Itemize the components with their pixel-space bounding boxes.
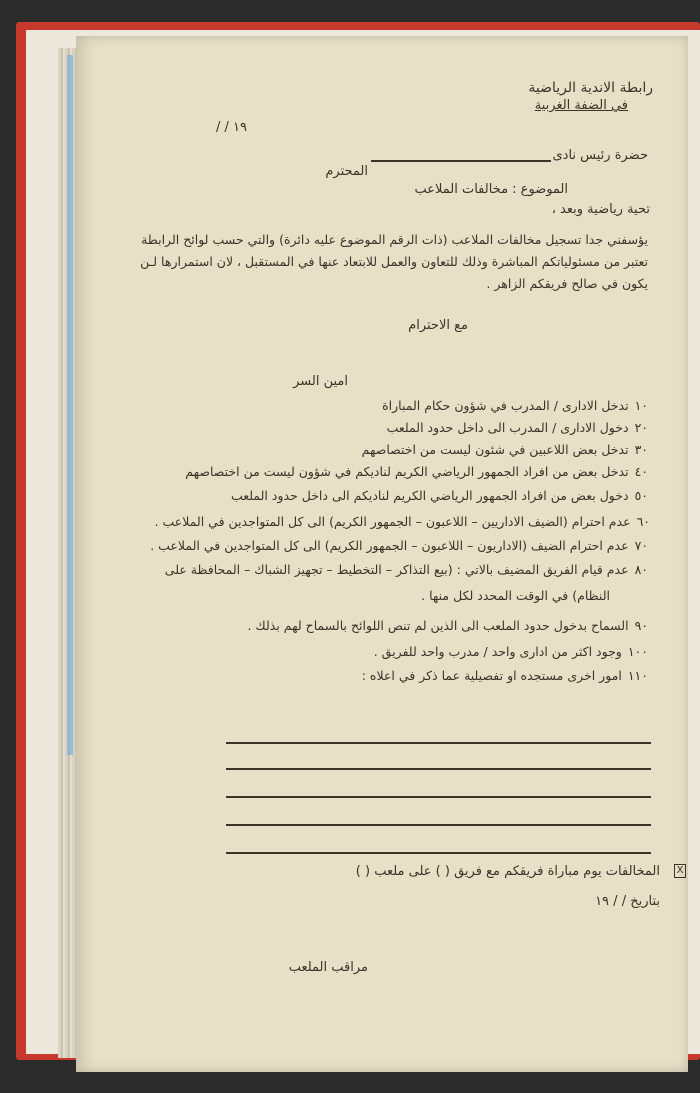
blue-page-marker <box>67 55 73 755</box>
match-details-line: المخالفات يوم مباراة فريقكم مع فريق ( ) على ملعب ( ) <box>355 864 660 879</box>
violation-text: عدم احترام الضيف (الاداريون – اللاعبون – الجمهور الكريم) الى كل المتواجدين في الملاعب . <box>150 538 629 553</box>
field-observer-signature: مراقب الملعب <box>288 960 368 975</box>
secretary-signature: امين السر <box>293 374 348 389</box>
body-paragraph-2: تعتبر من مسئولياتكم المباشرة وذلك للتعاون والعمل للابتعاد عنها في المستقبل ، لان استمرارها لـن <box>140 254 648 269</box>
blank-line <box>226 852 651 854</box>
violation-number: ٦٠ <box>636 514 650 529</box>
body-paragraph-3: يكون في صالح فريقكم الزاهر . <box>486 276 648 291</box>
violation-text: تدخل الادارى / المدرب في شؤون حكام المباراة <box>382 398 629 413</box>
violation-text: عدم قيام الفريق المضيف بالاتي : (بيع التذاكر – التخطيط – تجهيز الشباك – المحافظة على <box>164 562 629 577</box>
violation-text: دخول بعض من افراد الجمهور الرياضي الكريم لناديكم الى داخل حدود الملعب <box>230 488 629 503</box>
violation-number: ٥٠ <box>634 488 648 503</box>
blank-line <box>226 742 651 744</box>
violation-number: ١٠ <box>634 398 648 413</box>
violation-number: ١٠٠ <box>627 644 648 659</box>
violation-item <box>247 618 648 633</box>
violation-item <box>421 588 616 603</box>
violation-item <box>231 488 648 503</box>
club-name-line <box>371 160 551 162</box>
violation-number: ٩٠ <box>634 618 648 633</box>
match-date-line: بتاريخ / / ١٩ <box>595 894 660 909</box>
violation-number: ٣٠ <box>634 442 648 457</box>
blank-line <box>226 768 651 770</box>
violation-text: دخول الادارى / المدرب الى داخل حدود الملعب <box>386 420 629 435</box>
violation-text: عدم احترام (الضيف الاداريين – اللاعبون – الجمهور الكريم) الى كل المتواجدين في الملاعب . <box>154 514 631 529</box>
violation-item <box>185 464 648 479</box>
violation-number: ٧٠ <box>634 538 648 553</box>
document-page <box>76 36 688 1072</box>
violation-item <box>374 644 648 659</box>
organization-name: رابطة الاندية الرياضية <box>528 80 653 96</box>
header-date: ١٩ / / <box>216 120 247 135</box>
violation-item <box>155 514 650 529</box>
violation-item <box>362 442 648 457</box>
organization-region: في الضفة الغربية <box>534 98 628 113</box>
violation-number: ٢٠ <box>634 420 648 435</box>
violation-text: السماح بدخول حدود الملعب الى الذين لم تنص اللوائح بالسماح لهم بذلك . <box>247 618 629 633</box>
greeting: تحية رياضية وبعد ، <box>551 202 650 217</box>
violation-text: النظام) في الوقت المحدد لكل منها . <box>421 588 610 603</box>
violation-text: تدخل بعض من افراد الجمهور الرياضي الكريم لناديكم في شؤون ليست من اختصاصهم <box>185 464 629 479</box>
footer-checkbox: X <box>674 864 686 878</box>
violation-number: ٤٠ <box>634 464 648 479</box>
club-president-label: حضرة رئيس نادى <box>552 148 648 163</box>
blank-line <box>226 824 651 826</box>
body-paragraph-1: يؤسفني جدا تسجيل مخالفات الملاعب (ذات الرقم الموضوع عليه دائرة) والتي حسب لوائح الرابطة <box>141 232 648 247</box>
violation-number: ٨٠ <box>634 562 648 577</box>
violation-item <box>382 398 648 413</box>
violation-text: وجود اكثر من ادارى واحد / مدرب واحد للفريق . <box>373 644 622 659</box>
violation-item <box>165 562 648 577</box>
violation-item <box>387 420 648 435</box>
violation-number: ١١٠ <box>627 668 648 683</box>
subject-line: الموضوع : مخالفات الملاعب <box>414 182 568 197</box>
violation-item <box>150 538 648 553</box>
violation-item <box>362 668 648 683</box>
violation-text: تدخل بعض اللاعبين في شئون ليست من اختصاصهم <box>361 442 629 457</box>
regards: مع الاحترام <box>408 318 468 333</box>
blank-line <box>226 796 651 798</box>
respected-label: المحترم <box>325 164 368 179</box>
violation-text: امور اخرى مستجده او تفصيلية عما ذكر في اعلاه : <box>361 668 622 683</box>
